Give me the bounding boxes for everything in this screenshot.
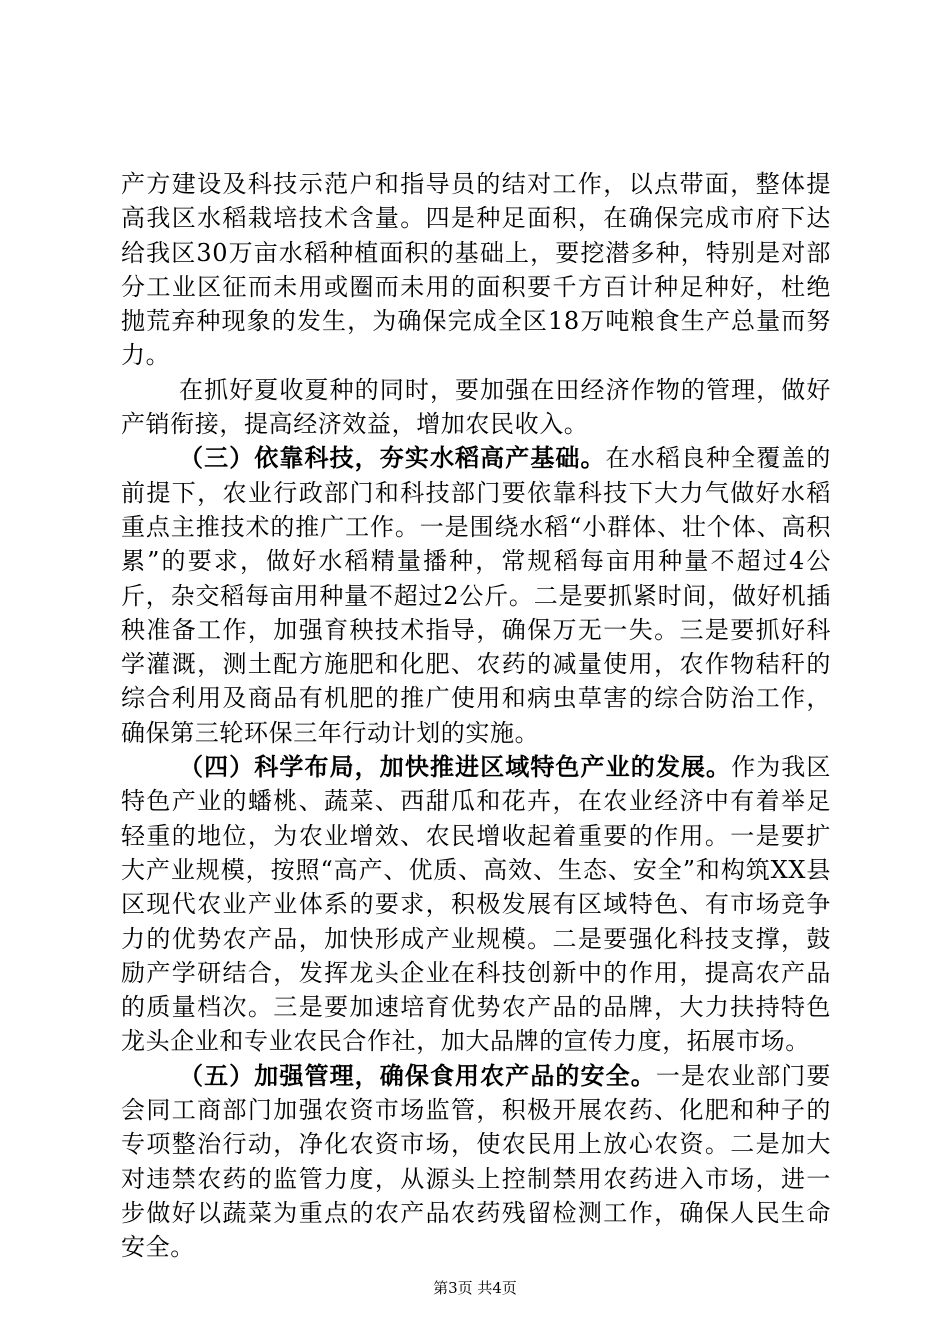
- paragraph-text: 一是农业部门要会同工商部门加强农资市场监管，积极开展农药、化肥和种子的专项整治行动，净化农资市场，使农民用上放心农资。二是加大对违禁农药的监管力度，从源头上控制禁用农药进入市场，进一步做好以蔬菜为重点的农产品农药残留检测工作，确保人民生命安全。: [121, 1061, 832, 1262]
- paragraph-2: [121, 373, 831, 442]
- paragraph-4: [121, 750, 831, 1059]
- paragraph-text: 作为我区特色产业的蟠桃、蔬菜、西甜瓜和花卉，在农业经济中有着举足轻重的地位，为农业增效、农民增收起着重要的作用。一是要扩大产业规模，按照“高产、优质、高效、生态、安全”和构筑XX县区现代农业产业体系的要求，积极发展有区域特色、有市场竞争力的优势农产品，加快形成产业规模。二是要强化科技支撑，鼓励产学研结合，发挥龙头企业在科技创新中的作用，提高农产品的质量档次。三是要加速培育优势农产品的品牌，大力扶持特色龙头企业和专业农民合作社，加大品牌的宣传力度，拓展市场。: [121, 753, 831, 1056]
- document-body: [121, 167, 831, 1265]
- paragraph-3: [121, 441, 831, 750]
- section-heading: （四）科学布局，加快推进区域特色产业的发展。: [179, 752, 732, 782]
- section-heading: （五）加强管理，确保食用农产品的安全。: [179, 1060, 656, 1090]
- page-number-label: 第3页 共4页: [433, 1279, 517, 1297]
- paragraph-5: [121, 1059, 831, 1265]
- paragraph-text: 产方建设及科技示范户和指导员的结对工作，以点带面，整体提高我区水稻栽培技术含量。四是种足面积，在确保完成市府下达给我区30万亩水稻种植面积的基础上，要挖潜多种，特别是对部分工业区征而未用或圈而未用的面积要千方百计种足种好，杜绝抛荒弃种现象的发生，为确保完成全区18万吨粮食生产总量而努力。: [121, 170, 831, 370]
- paragraph-1: [121, 167, 831, 373]
- paragraph-text: 在水稻良种全覆盖的前提下，农业行政部门和科技部门要依靠科技下大力气做好水稻重点主推技术的推广工作。一是围绕水稻“小群体、壮个体、高积累”的要求，做好水稻精量播种，常规稻每亩用种量不超过4公斤，杂交稻每亩用种量不超过2公斤。二是要抓紧时间，做好机插秧准备工作，加强育秧技术指导，确保万无一失。三是要抓好科学灌溉，测土配方施肥和化肥、农药的减量使用，农作物秸秆的综合利用及商品有机肥的推广使用和病虫草害的综合防治工作，确保第三轮环保三年行动计划的实施。: [121, 444, 831, 747]
- paragraph-text: 在抓好夏收夏种的同时，要加强在田经济作物的管理，做好产销衔接，提高经济效益，增加农民收入。: [121, 375, 831, 439]
- section-heading: （三）依靠科技，夯实水稻高产基础。: [179, 443, 606, 473]
- page-footer: [0, 1278, 950, 1298]
